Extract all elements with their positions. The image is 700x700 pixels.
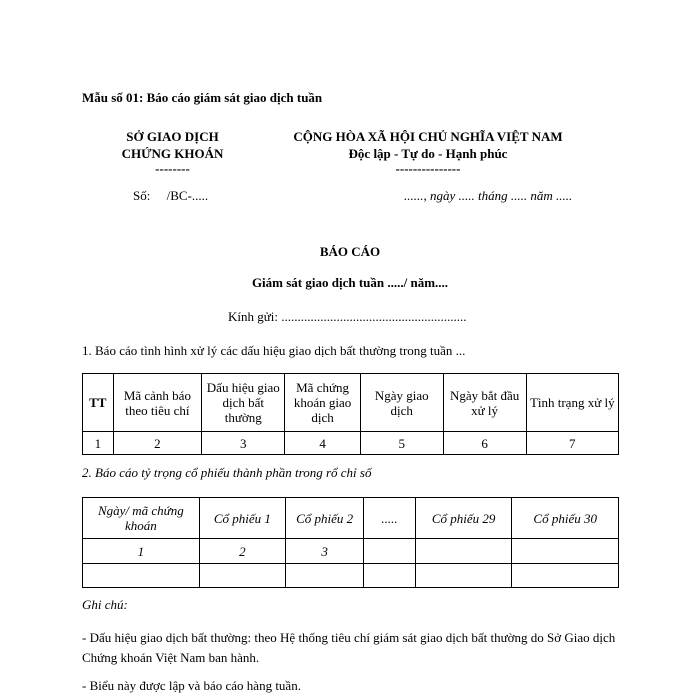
number-cell: 3 (286, 539, 364, 564)
table-header-row (83, 498, 619, 539)
table-header-row (83, 374, 619, 432)
section1-heading: 1. Báo cáo tình hình xử lý các dấu hiệu giao dịch bất thường trong tuần ... (82, 343, 466, 358)
empty-cell (364, 564, 416, 588)
header-cell: Mã cảnh báo theo tiêu chí (113, 374, 202, 432)
header-cell: Cổ phiếu 30 (512, 498, 619, 539)
header-cell: Ngày/ mã chứng khoán (83, 498, 200, 539)
issuer-divider: -------- (155, 161, 190, 176)
number-cell: 1 (83, 539, 200, 564)
issuer-block (100, 128, 245, 175)
header-cell: Mã chứng khoán giao dịch (285, 374, 360, 432)
abnormal-trading-table (82, 373, 619, 455)
header-cell: Dấu hiệu giao dịch bất thường (202, 374, 285, 432)
header-cell: Tình trạng xử lý (526, 374, 618, 432)
issuer-line2: CHỨNG KHOÁN (121, 146, 224, 161)
number-cell (364, 539, 416, 564)
note-item: - Dấu hiệu giao dịch bất thường: theo Hệ thống tiêu chí giám sát giao dịch bất thường do Sở Giao dịch Chứng khoán Việt Nam ban hành. (82, 630, 616, 665)
number-cell: 4 (285, 432, 360, 455)
national-divider: --------------- (395, 161, 461, 176)
issuer-line1: SỞ GIAO DỊCH (126, 129, 219, 144)
index-weight-table (82, 497, 619, 588)
notes-heading: Ghi chú: (82, 597, 128, 612)
empty-cell (199, 564, 285, 588)
number-cell: 2 (113, 432, 202, 455)
form-title: Mẫu số 01: Báo cáo giám sát giao dịch tuần (82, 90, 323, 105)
header-cell: TT (83, 374, 114, 432)
header-cell: ..... (364, 498, 416, 539)
table-row (83, 432, 619, 455)
number-cell: 7 (526, 432, 618, 455)
report-subtitle: Giám sát giao dịch tuần ...../ năm.... (251, 275, 449, 290)
table-row (83, 564, 619, 588)
number-cell: 3 (202, 432, 285, 455)
number-cell: 5 (360, 432, 443, 455)
table-row (83, 539, 619, 564)
section2-heading: 2. Báo cáo tỷ trọng cổ phiếu thành phần trong rổ chỉ số (82, 465, 372, 480)
header-cell: Ngày giao dịch (360, 374, 443, 432)
date-line: ......, ngày ..... tháng ..... năm ..... (404, 188, 573, 203)
note-item: - Biểu này được lập và báo cáo hàng tuần. (82, 678, 301, 693)
header-cell: Cổ phiếu 1 (199, 498, 285, 539)
recipient-line: Kính gửi: ......................................................... (228, 309, 467, 324)
header-cell: Cổ phiếu 29 (415, 498, 511, 539)
number-cell: 6 (443, 432, 526, 455)
number-cell (415, 539, 511, 564)
national-title: CỘNG HÒA XÃ HỘI CHỦ NGHĨA VIỆT NAM (293, 129, 563, 144)
document-number: Số: /BC-..... (133, 188, 209, 203)
report-title: BÁO CÁO (319, 244, 381, 259)
national-motto: Độc lập - Tự do - Hạnh phúc (348, 146, 508, 161)
number-cell (512, 539, 619, 564)
header-cell: Cổ phiếu 2 (286, 498, 364, 539)
header-cell: Ngày bắt đầu xử lý (443, 374, 526, 432)
empty-cell (512, 564, 619, 588)
empty-cell (415, 564, 511, 588)
empty-cell (286, 564, 364, 588)
empty-cell (83, 564, 200, 588)
number-cell: 2 (199, 539, 285, 564)
national-header (268, 128, 588, 175)
number-cell: 1 (83, 432, 114, 455)
